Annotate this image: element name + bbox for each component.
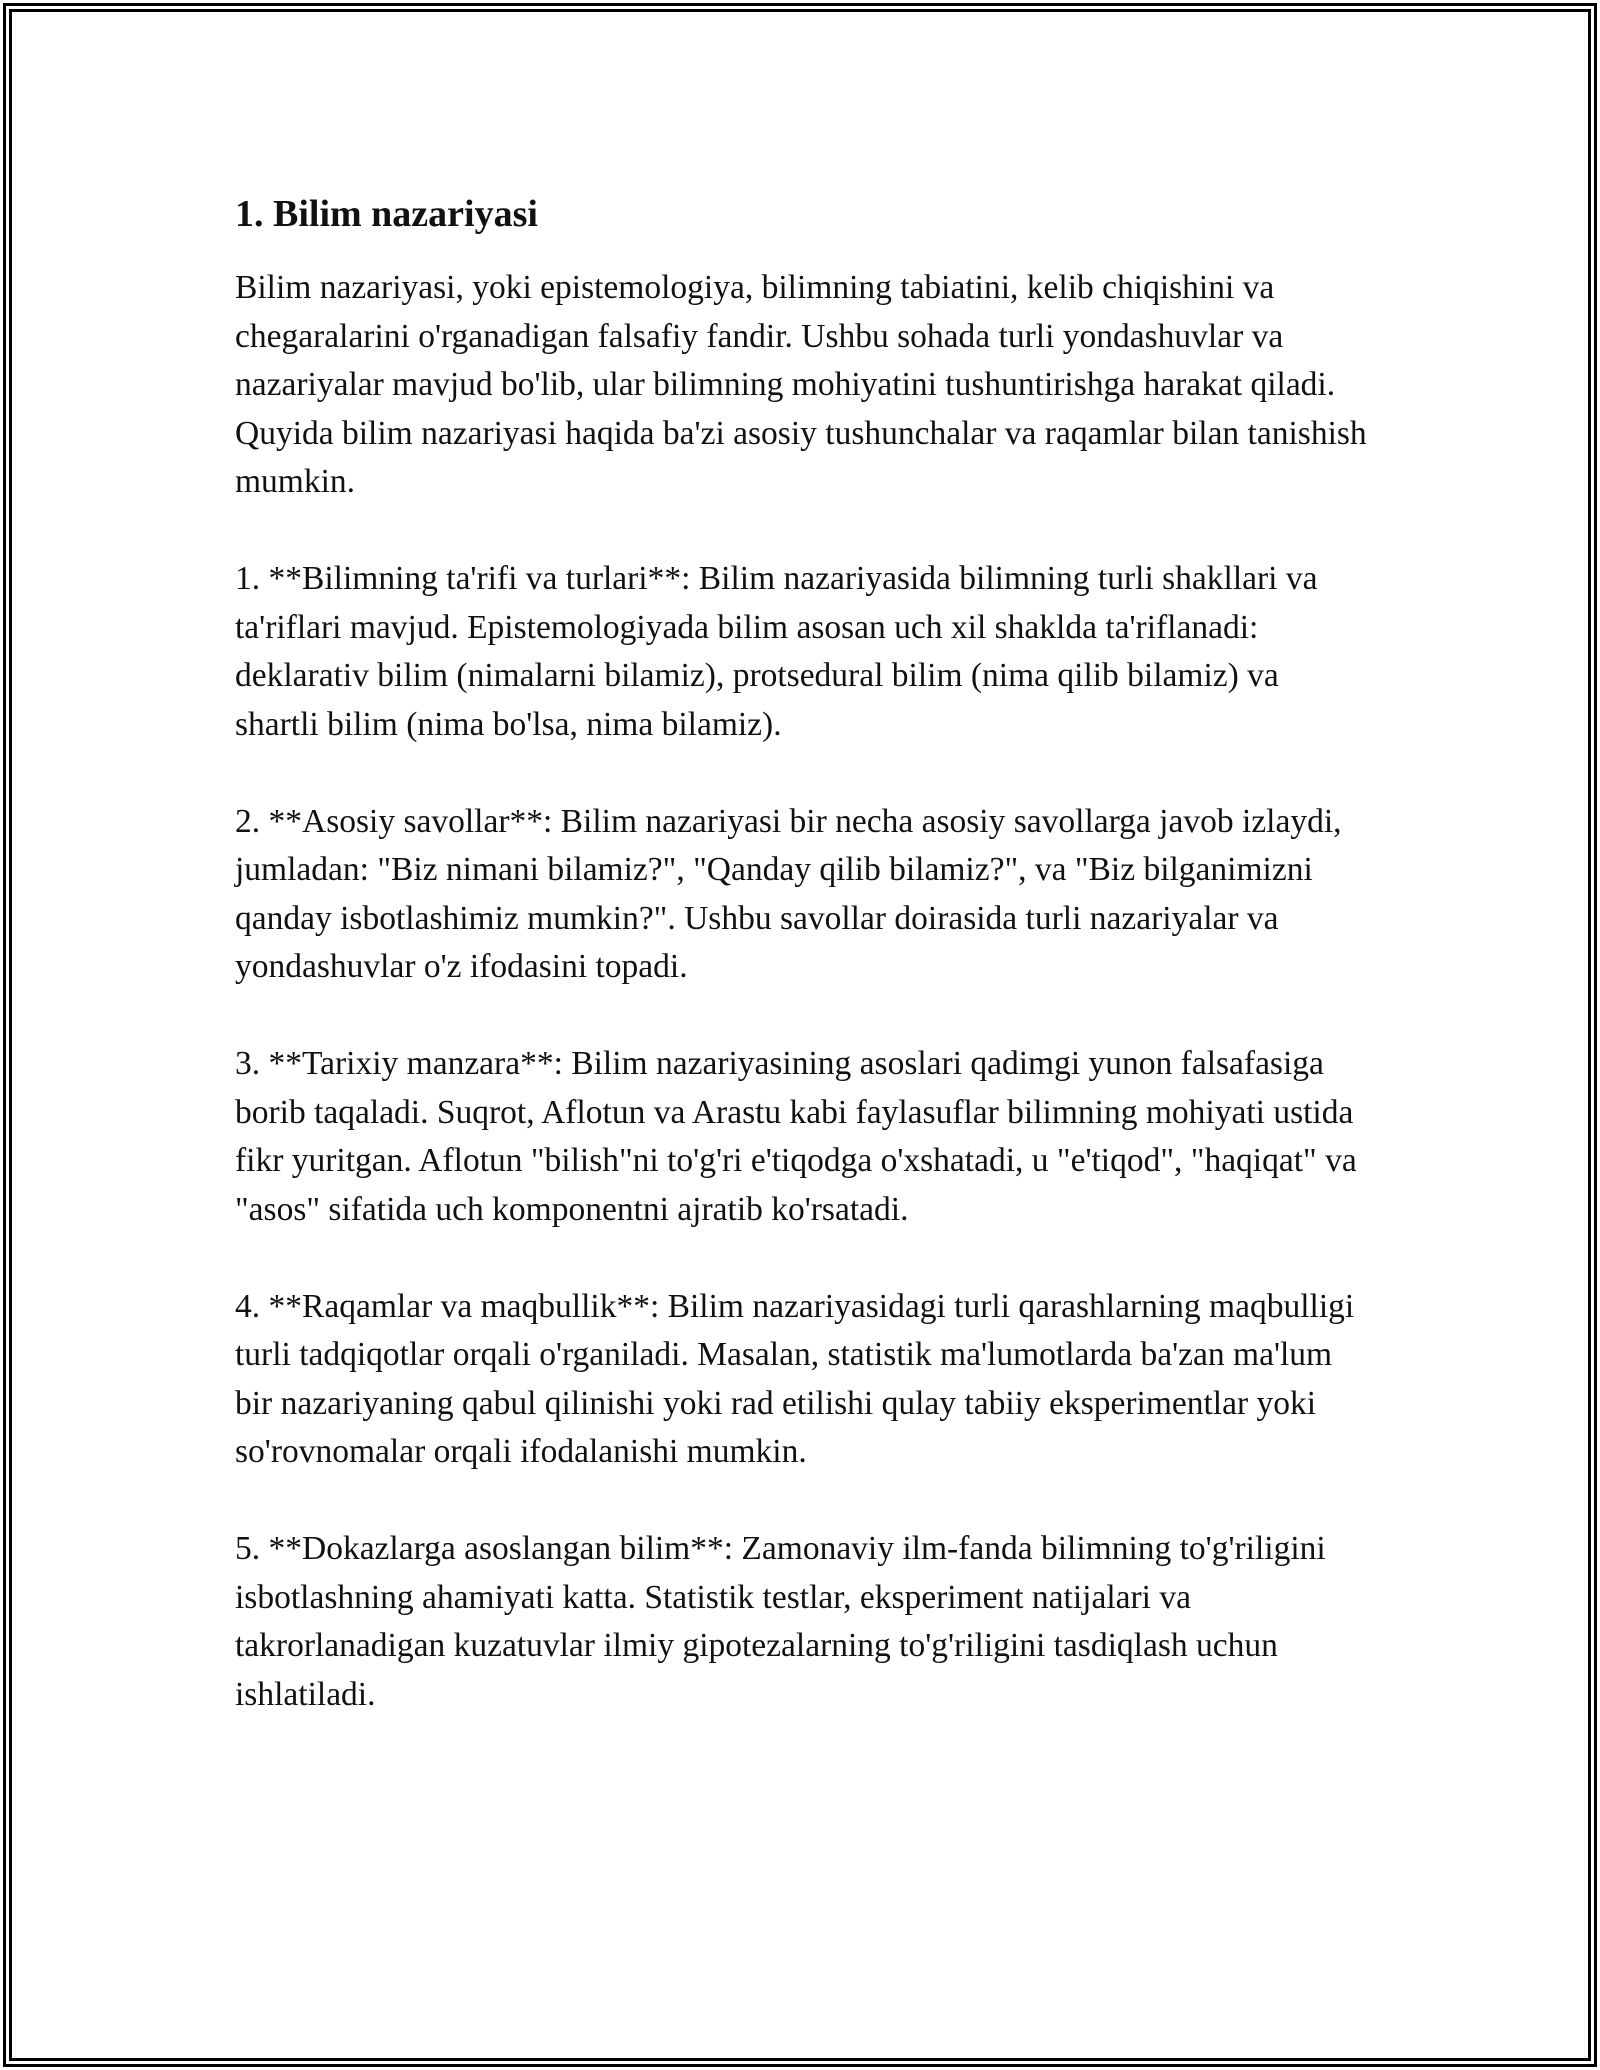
- document-body: [235, 186, 1370, 1768]
- paragraph-numbers: 4. **Raqamlar va maqbullik**: Bilim nazariyasidagi turli qarashlarning maqbulligi turli tadqiqotlar orqali o'rganiladi. Masalan, statistik ma'lumotlarda ba'zan ma'lum bir nazariyaning qabul qilinishi yoki rad etilishi qulay tabiiy eksperimentlar yoki so'rovnomalar orqali ifodalanishi mumkin.: [235, 1287, 1355, 1470]
- paragraph-history: 3. **Tarixiy manzara**: Bilim nazariyasining asoslari qadimgi yunon falsafasiga borib taqaladi. Suqrot, Aflotun va Arastu kabi faylasuflar bilimning mohiyati ustida fikr yuritgan. Aflotun "bilish"ni to'g'ri e'tiqodga o'xshatadi, u "e'tiqod", "haqiqat" va "asos" sifatida uch komponentni ajratib ko'rsatadi.: [235, 1045, 1357, 1228]
- paragraph-main-questions: 2. **Asosiy savollar**: Bilim nazariyasi bir necha asosiy savollarga javob izlaydi, jumladan: "Biz nimani bilamiz?", "Qanday qilib bilamiz?", va "Biz bilganimizni qanday isbotlashimiz mumkin?". Ushbu savollar doirasida turli nazariyalar va yondashuvlar o'z ifodasini topadi.: [235, 802, 1342, 985]
- paragraph-definition: 1. **Bilimning ta'rifi va turlari**: Bilim nazariyasida bilimning turli shakllari va ta'riflari mavjud. Epistemologiyada bilim asosan uch xil shaklda ta'riflanadi: deklarativ bilim (nimalarni bilamiz), protsedural bilim (nima qilib bilamiz) va shartli bilim (nima bo'lsa, nima bilamiz).: [235, 560, 1318, 743]
- document-title: 1. Bilim nazariyasi: [235, 193, 538, 235]
- paragraph-evidence: 5. **Dokazlarga asoslangan bilim**: Zamonaviy ilm-fanda bilimning to'g'riligini isbotlashning ahamiyati katta. Statistik testlar, eksperiment natijalari va takrorlanadigan kuzatuvlar ilmiy gipotezalarning to'g'riligini tasdiqlash uchun ishlatiladi.: [235, 1530, 1326, 1713]
- intro-paragraph: Bilim nazariyasi, yoki epistemologiya, bilimning tabiatini, kelib chiqishini va chegaralarini o'rganadigan falsafiy fandir. Ushbu sohada turli yondashuvlar va nazariyalar mavjud bo'lib, ular bilimning mohiyatini tushuntirishga harakat qiladi. Quyida bilim nazariyasi haqida ba'zi asosiy tushunchalar va raqamlar bilan tanishish mumkin.: [235, 269, 1367, 500]
